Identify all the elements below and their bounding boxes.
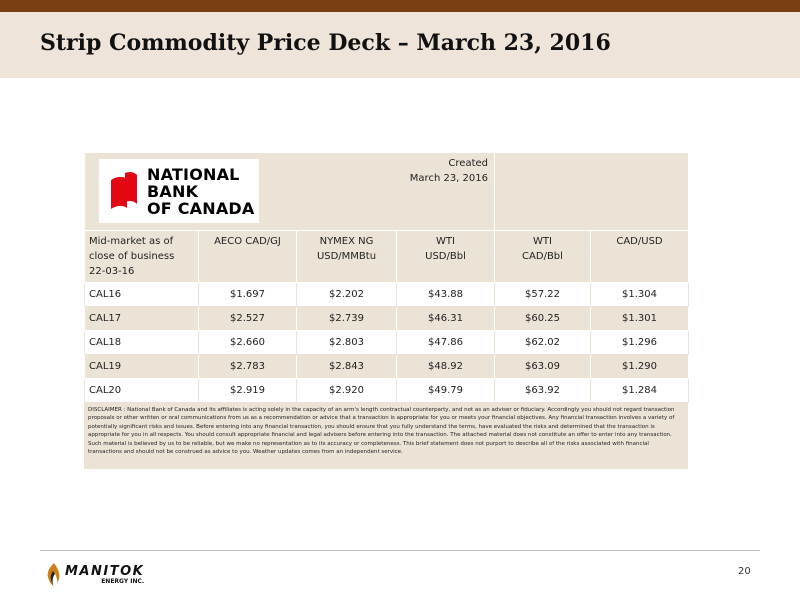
cell-wti-usd: $48.92 — [397, 355, 495, 379]
cell-cad-usd: $1.304 — [591, 283, 689, 307]
slide-header — [0, 12, 800, 78]
logo-line-1: NATIONAL — [147, 164, 240, 184]
row-label: CAL17 — [85, 307, 199, 331]
price-deck-table — [84, 152, 689, 403]
cell-aeco: $2.527 — [199, 307, 297, 331]
cell-cad-usd: $1.290 — [591, 355, 689, 379]
flame-icon — [44, 562, 62, 588]
header-nymex-line-2: USD/MMBtu — [316, 251, 377, 262]
header-mid-market — [85, 231, 199, 283]
cell-nymex: $2.920 — [297, 379, 397, 403]
footer-subtitle: ENERGY INC. — [101, 578, 145, 585]
created-info — [410, 156, 488, 186]
table-row — [85, 307, 689, 331]
header-wti-usd — [397, 231, 495, 283]
cell-wti-cad: $62.02 — [495, 331, 591, 355]
header-wti-cad-line-2: CAD/Bbl — [522, 251, 563, 262]
row-label: CAL19 — [85, 355, 199, 379]
header-aeco-line-1: AECO CAD/GJ — [214, 236, 281, 247]
cell-wti-usd: $46.31 — [397, 307, 495, 331]
table-row — [85, 355, 689, 379]
flag-icon — [109, 170, 139, 212]
cell-nymex: $2.739 — [297, 307, 397, 331]
cell-wti-cad: $63.09 — [495, 355, 591, 379]
table-row — [85, 283, 689, 307]
logo-cell — [85, 153, 495, 231]
cell-aeco: $1.697 — [199, 283, 297, 307]
cell-wti-cad: $57.22 — [495, 283, 591, 307]
cell-cad-usd: $1.296 — [591, 331, 689, 355]
header-cad-usd-line-1: CAD/USD — [616, 236, 663, 247]
row-label: CAL18 — [85, 331, 199, 355]
national-bank-logo — [99, 159, 259, 223]
empty-header-cell — [495, 153, 689, 231]
cell-aeco: $2.660 — [199, 331, 297, 355]
price-deck-table-container — [84, 152, 688, 469]
cell-wti-usd: $49.79 — [397, 379, 495, 403]
cell-cad-usd: $1.284 — [591, 379, 689, 403]
header-wti-cad — [495, 231, 591, 283]
header-mid-market-line-1: Mid-market as of — [89, 236, 174, 247]
created-label: Created — [448, 158, 488, 169]
table-row — [85, 379, 689, 403]
header-cad-usd — [591, 231, 689, 283]
cell-cad-usd: $1.301 — [591, 307, 689, 331]
cell-wti-cad: $63.92 — [495, 379, 591, 403]
header-wti-usd-line-1: WTI — [436, 236, 455, 247]
row-label: CAL16 — [85, 283, 199, 307]
header-mid-market-line-2: close of business — [89, 251, 175, 262]
cell-wti-usd: $47.86 — [397, 331, 495, 355]
cell-nymex: $2.843 — [297, 355, 397, 379]
created-date: March 23, 2016 — [409, 173, 488, 184]
cell-wti-usd: $43.88 — [397, 283, 495, 307]
logo-line-3: OF CANADA — [147, 198, 255, 218]
table-row — [85, 331, 689, 355]
logo-row — [85, 153, 689, 231]
cell-aeco: $2.783 — [199, 355, 297, 379]
header-wti-cad-line-1: WTI — [533, 236, 552, 247]
column-header-row — [85, 231, 689, 283]
cell-nymex: $2.202 — [297, 283, 397, 307]
cell-wti-cad: $60.25 — [495, 307, 591, 331]
manitok-logo — [44, 562, 144, 588]
header-mid-market-line-3: 22-03-16 — [89, 266, 135, 277]
header-nymex — [297, 231, 397, 283]
row-label: CAL20 — [85, 379, 199, 403]
page-number: 20 — [738, 566, 751, 577]
header-nymex-line-1: NYMEX NG — [319, 236, 374, 247]
footer-divider — [40, 550, 760, 551]
top-accent-bar — [0, 0, 800, 12]
header-wti-usd-line-2: USD/Bbl — [425, 251, 466, 262]
logo-wordmark — [147, 166, 254, 217]
disclaimer-text: DISCLAIMER : National Bank of Canada and its affiliates is acting solely in the capacity of an arm's length contractual counterparty, and not as an adviser or fiduciary. Accordingly you should not regard transaction proposals or other written or oral communications from us as a recommendation or advice that a transaction is appropriate for you or meets your financial objectives. Any financial transaction involves a variety of potentially significant risks and issues. Before entering into any financial transaction, you should ensure that you fully understand the terms, have evaluated the risks and determined that the transaction is appropriate for you in all respects. You should consult appropriate financial and legal advisers before entering into the transaction. The attached material does not constitute an offer to enter into any transaction. Such material is believed by us to be reliable, but we make no representation as to its accuracy or completeness. This brief statement does not purport to describe all of the risks associated with financial transactions and should not be construed as advice to you. Weather updates comes from an independent service. — [84, 403, 688, 469]
slide-title: Strip Commodity Price Deck – March 23, 2016 — [40, 30, 611, 56]
logo-line-2: BANK — [147, 181, 199, 201]
manitok-wordmark — [65, 565, 144, 585]
cell-aeco: $2.919 — [199, 379, 297, 403]
cell-nymex: $2.803 — [297, 331, 397, 355]
header-aeco — [199, 231, 297, 283]
footer-brand: MANITOK — [65, 564, 145, 579]
